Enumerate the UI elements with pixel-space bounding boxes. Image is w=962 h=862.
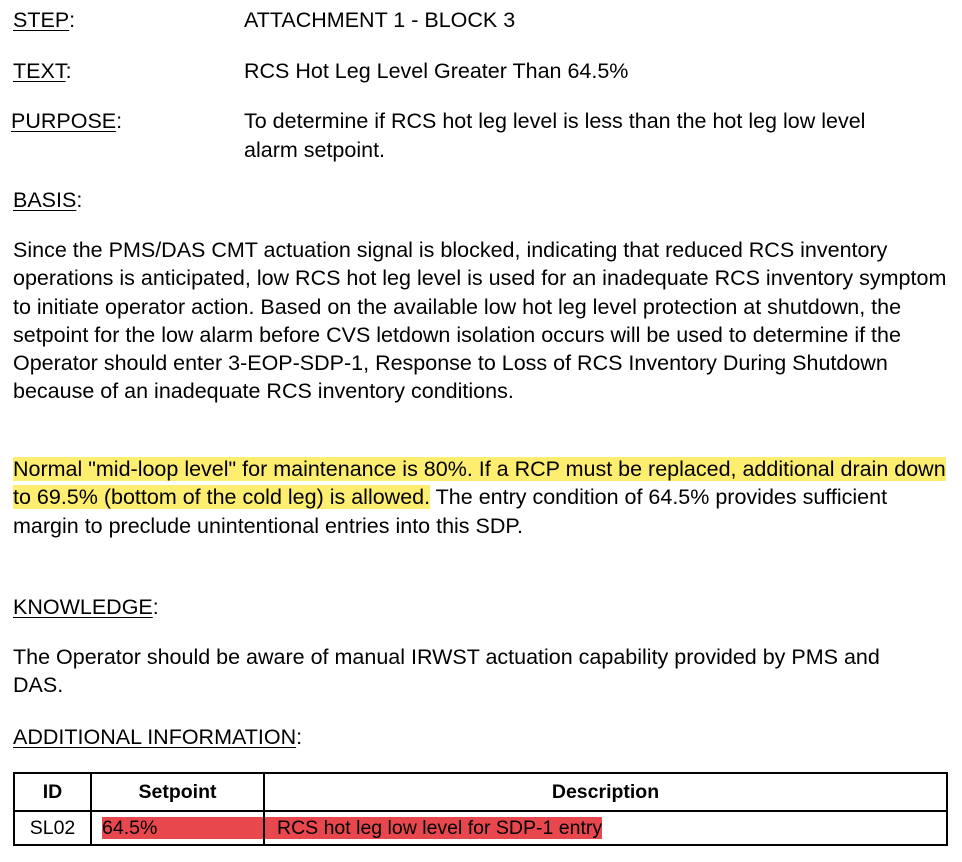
cell-setpoint: [91, 811, 264, 845]
basis-label: BASIS:: [13, 188, 83, 212]
header-description: Description: [264, 773, 947, 811]
knowledge-label: KNOWLEDGE:: [13, 595, 159, 619]
table-row: [14, 811, 947, 845]
setpoint-value: 64.5%: [102, 817, 263, 839]
table-header-row: [14, 773, 947, 811]
basis-paragraph: Since the PMS/DAS CMT actuation signal is blocked, indicating that reduced RCS inventory operations is anticipated, low RCS hot leg level is used for an inadequate RCS inventory symptom to initiate operator action. Based on the available low hot leg level protection at shutdown, the setpoint for the low alarm before CVS letdown isolation occurs will be used to determine if the Operator should enter 3-EOP-SDP-1, Response to Loss of RCS Inventory During Shutdown because of an inadequate RCS inventory conditions.: [13, 238, 947, 404]
step-value: ATTACHMENT 1 - BLOCK 3: [244, 8, 516, 32]
highlighted-note: Normal "mid-loop level" for maintenance is 80%. If a RCP must be replaced, additional drain down to 69.5% (bottom of the cold leg) is allowed.: [13, 457, 946, 510]
knowledge-paragraph: The Operator should be aware of manual IRWST actuation capability provided by PMS and DAS.: [13, 645, 880, 698]
additional-info-label: ADDITIONAL INFORMATION:: [13, 725, 303, 749]
purpose-label: PURPOSE:: [11, 109, 123, 133]
purpose-value: To determine if RCS hot leg level is less than the hot leg low level alarm setpoint.: [244, 109, 866, 162]
header-id: ID: [14, 773, 91, 811]
text-value: RCS Hot Leg Level Greater Than 64.5%: [244, 59, 629, 83]
basis-note-paragraph: [13, 455, 953, 540]
header-setpoint: Setpoint: [91, 773, 264, 811]
entry-condition-text: The entry condition of 64.5% provides sufficient margin to preclude unintentional entries into this SDP.: [13, 485, 888, 538]
description-value: RCS hot leg low level for SDP-1 entry: [265, 817, 602, 839]
setpoint-table: [13, 772, 948, 846]
cell-description: [264, 811, 947, 845]
cell-id: SL02: [14, 811, 91, 845]
step-label: STEP:: [13, 8, 76, 32]
text-label: TEXT:: [13, 59, 72, 83]
